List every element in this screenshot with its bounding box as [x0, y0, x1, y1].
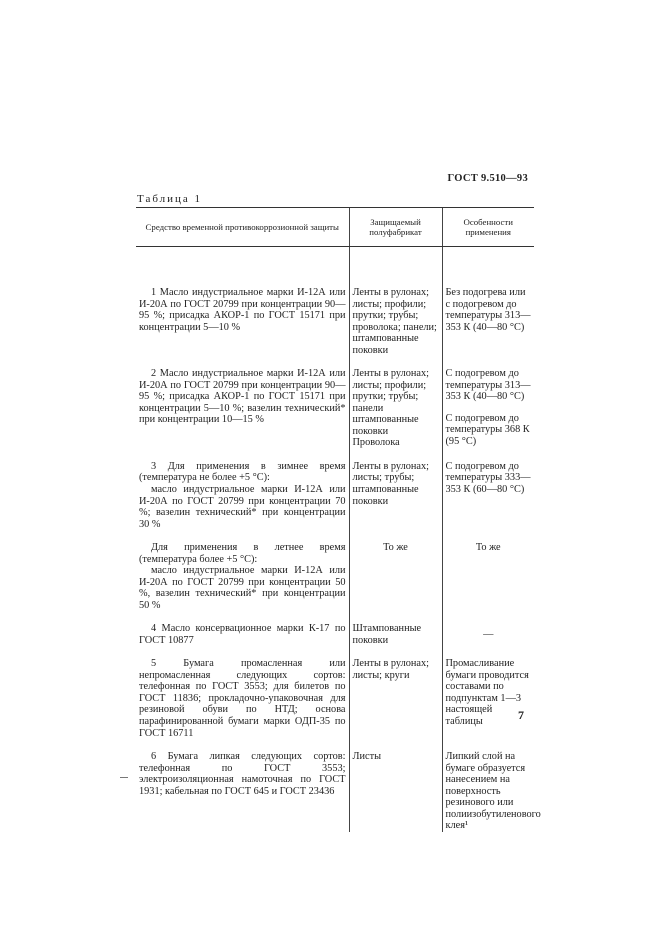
row-2-product-wire: Проволока [352, 437, 400, 449]
row-3b-agent-cell [136, 542, 349, 611]
table-row [136, 658, 534, 739]
row-3-agent: 3 Для применения в зимнее время (температура не более +5 °С): [139, 460, 346, 484]
row-3b-agent-composition: масло индустриальное марки И-12А или И-20А по ГОСТ 20799 при концентрации 50 %, вазелин технический* при концентрации 50 % [139, 565, 346, 611]
row-4-product: Штампованные поковки [349, 623, 442, 646]
document-standard-number: ГОСТ 9.510—93 [447, 173, 528, 184]
row-5-agent: 5 Бумага промасленная или непромасленная следующих сортов: телефонная по ГОСТ 3553; для билетов по ГОСТ 11836; прокладочно-упаковочная для резиновой обуви по НТД; основа парафинированной бумаги марки ОДП-35 по ГОСТ 16711 [139, 658, 346, 739]
row-3-product: Ленты в рулонах; листы; трубы; штампованные поковки [349, 461, 442, 530]
row-2-notes-cell [442, 368, 534, 449]
row-6-agent: 6 Бумага липкая следующих сортов: телефонная по ГОСТ 3553; электроизоляционная намоточная по ГОСТ 1931; кабельная по ГОСТ 645 и ГОСТ 23436 [139, 751, 346, 797]
row-1-product: Ленты в рулонах; листы; профили; прутки; трубы; проволока; панели; штампованные поковки [349, 247, 442, 357]
row-2-notes-wire: С подогревом до температуры 368 К (95 °С) [445, 412, 530, 447]
row-3b-notes-text: То же [475, 542, 501, 554]
row-6-product: Листы [349, 751, 442, 832]
row-2-notes: С подогревом до температуры 313—353 К (40—80 °С) [445, 368, 531, 403]
table-row [136, 542, 534, 611]
header-agent: Средство временной противокоррозионной защиты [136, 208, 349, 247]
row-1-agent: 1 Масло индустриальное марки И-12А или И-20А по ГОСТ 20799 при концентрации 90—95 %; присадка АКОР-1 по ГОСТ 15171 при концентрации 5—10 % [139, 287, 346, 333]
row-2-product-cell [349, 368, 442, 449]
protection-agents-table [136, 207, 541, 832]
row-6-notes: Липкий слой на бумаге образуется нанесением на поверхность резинового или полиизобутиленового клея¹ [442, 751, 534, 832]
table-row [136, 751, 534, 832]
table-row [136, 247, 534, 357]
header-product: Защищаемый полуфабрикат [349, 208, 442, 247]
table-row [136, 623, 534, 646]
row-1-notes: Без подогрева или с подогревом до температуры 313—353 К (40—80 °С) [442, 247, 534, 357]
row-5-notes: Промасливание бумаги проводится составами по подпунктам 1—3 настоящей таблицы [442, 658, 534, 739]
row-2-agent: 2 Масло индустриальное марки И-12А или И-20А по ГОСТ 20799 при концентрации 90—95 %; присадка АКОР-1 по ГОСТ 15171 при концентрации 5—10 %; вазелин технический* при концентрации 10—15 % [139, 368, 346, 426]
row-4-agent: 4 Масло консервационное марки К-17 по ГОСТ 10877 [139, 623, 346, 646]
row-3b-agent: Для применения в летнее время (температура более +5 °С): [139, 542, 346, 565]
row-3b-notes [442, 542, 534, 611]
table-label: Таблица 1 [137, 193, 203, 205]
row-5-product: Ленты в рулонах; листы; круги [349, 658, 442, 739]
row-3-notes: С подогревом до температуры 333—353 К (60—80 °С) [442, 461, 534, 530]
header-notes: Особенности применения [442, 208, 534, 247]
row-3b-product-text: То же [383, 542, 408, 554]
table-row [136, 461, 534, 530]
row-2-product: Ленты в рулонах; листы; профили; прутки; трубы; панели штампованные поковки [352, 368, 430, 437]
row-3-agent-composition: масло индустриальное марки И-12А или И-20А по ГОСТ 20799 при концентрации 70 %; вазелин технический* при концентрации 30 % [139, 483, 346, 530]
row-4-notes [442, 623, 534, 646]
row-4-notes-text: — [483, 629, 494, 641]
page-number: 7 [518, 708, 524, 722]
table-header-row [136, 208, 534, 247]
row-3-agent-cell [136, 461, 349, 530]
table-row [136, 368, 534, 449]
scan-mark [120, 777, 128, 778]
row-3b-product [349, 542, 442, 611]
